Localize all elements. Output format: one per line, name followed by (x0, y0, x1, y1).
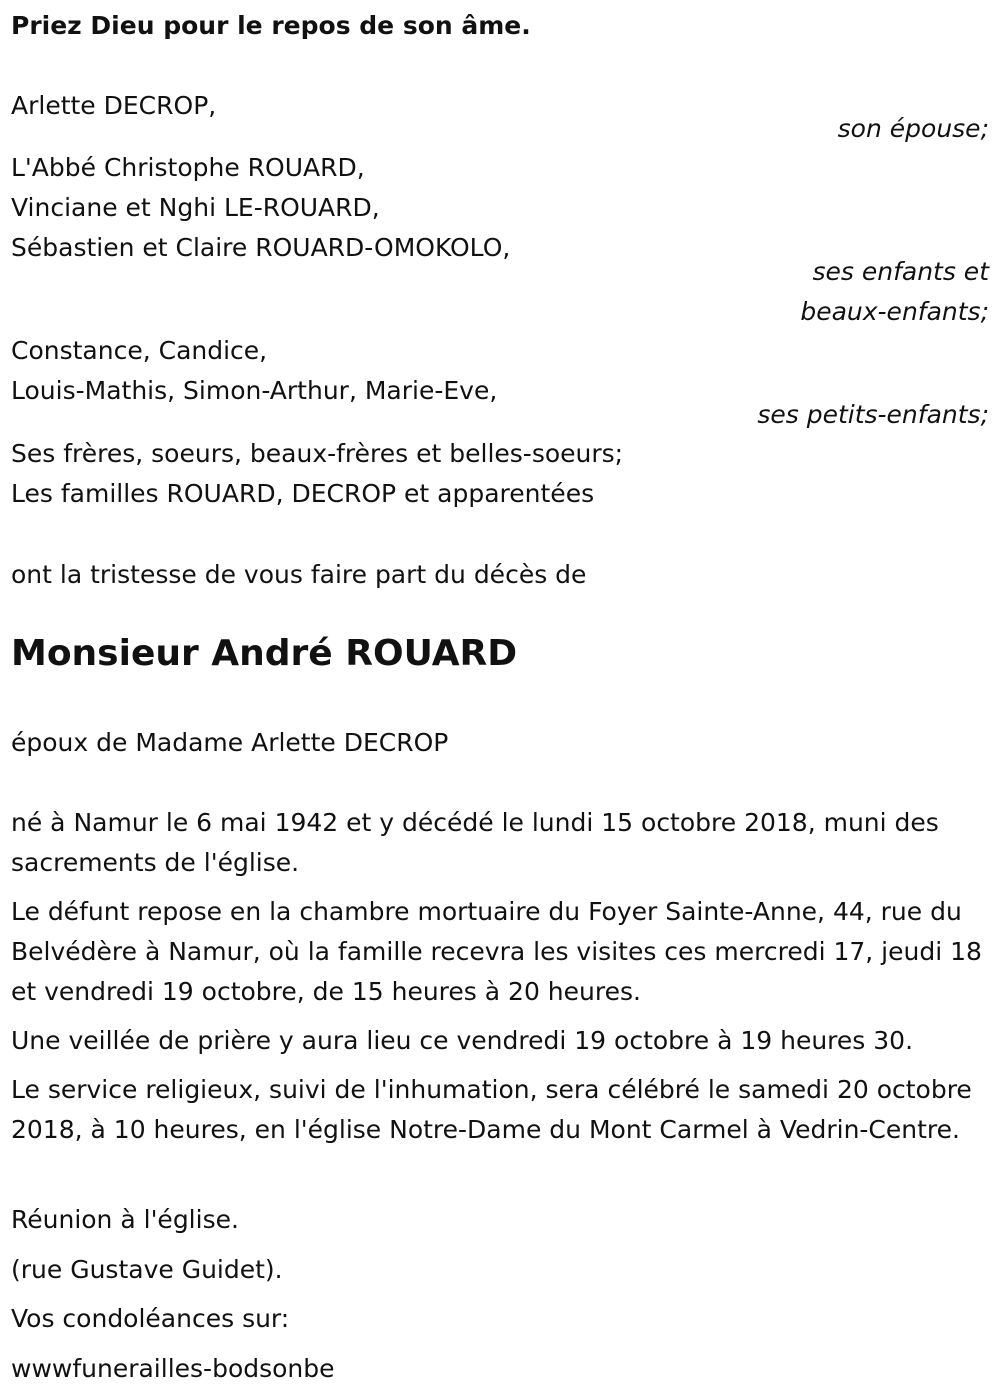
children-role-continued: beaux-enfants; (800, 297, 989, 326)
service-paragraph: Le service religieux, suivi de l'inhumation, sera célébré le samedi 20 octobre 2018, à 10 heures, en l'église Notre-Dame du Mont Carmel à Vedrin-Centre. (11, 1075, 972, 1144)
child-line: L'Abbé Christophe ROUARD, (11, 153, 365, 182)
children-role: ses enfants et (812, 257, 989, 286)
condolences-line: Vos condoléances sur: (11, 1304, 290, 1333)
announcement-intro: ont la tristesse de vous faire part du décès de (11, 560, 587, 589)
child-line: Sébastien et Claire ROUARD-OMOKOLO, (11, 233, 511, 262)
street-line: (rue Gustave Guidet). (11, 1255, 283, 1284)
grandchild-line: Louis-Mathis, Simon-Arthur, Marie-Eve, (11, 376, 498, 405)
birth-death-paragraph: né à Namur le 6 mai 1942 et y décédé le lundi 15 octobre 2018, muni des sacrements de l'église. (11, 808, 939, 877)
deceased-name: Monsieur André ROUARD (11, 633, 518, 674)
spouse-name: Arlette DECROP, (11, 91, 217, 120)
siblings-line: Ses frères, soeurs, beaux-frères et belles-soeurs; (11, 439, 624, 468)
grandchildren-role: ses petits-enfants; (757, 400, 989, 429)
spouse-of-line: époux de Madame Arlette DECROP (11, 728, 449, 757)
meeting-line: Réunion à l'église. (11, 1205, 239, 1234)
website-text: wwwfunerailles-bodsonbe (11, 1354, 335, 1383)
grandchild-line: Constance, Candice, (11, 336, 268, 365)
families-line: Les familles ROUARD, DECROP et apparentées (11, 479, 595, 508)
child-line: Vinciane et Nghi LE-ROUARD, (11, 193, 380, 222)
spouse-role: son épouse; (837, 114, 989, 143)
prayer-heading: Priez Dieu pour le repos de son âme. (11, 11, 531, 40)
rest-paragraph: Le défunt repose en la chambre mortuaire du Foyer Sainte-Anne, 44, rue du Belvédère à Namur, où la famille recevra les visites ces mercredi 17, jeudi 18 et vendredi 19 octobre, de 15 heures à 20 heures. (11, 897, 982, 1006)
vigil-paragraph: Une veillée de prière y aura lieu ce vendredi 19 octobre à 19 heures 30. (11, 1026, 914, 1055)
